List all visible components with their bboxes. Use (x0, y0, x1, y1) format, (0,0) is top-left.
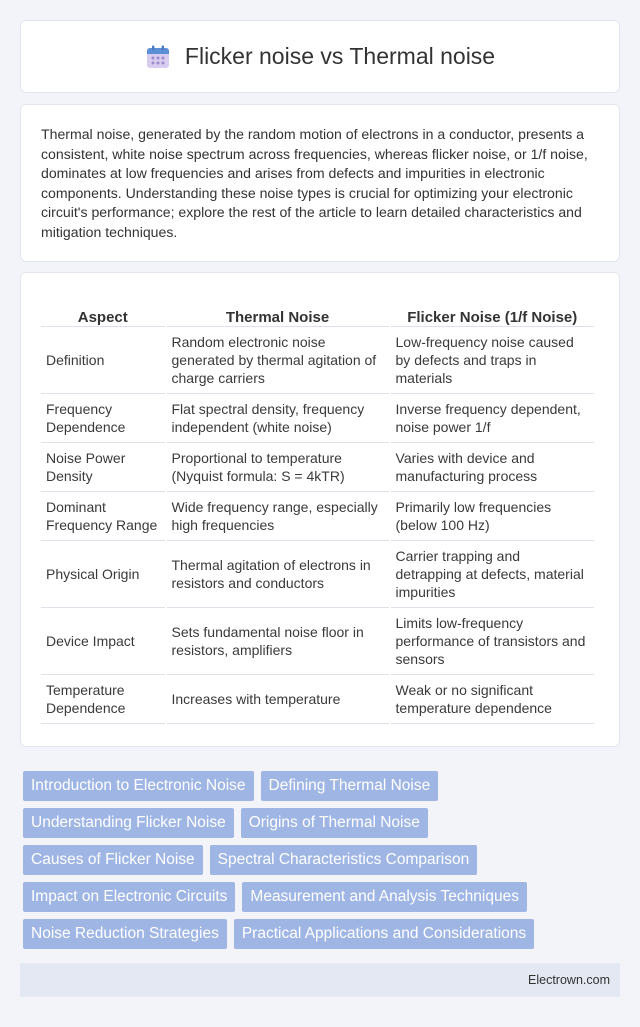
tag-link[interactable]: Introduction to Electronic Noise (23, 771, 254, 801)
tag-link[interactable]: Measurement and Analysis Techniques (242, 882, 527, 912)
table-cell: Weak or no significant temperature dependence (391, 675, 594, 724)
table-cell: Low-frequency noise caused by defects and traps in materials (391, 327, 594, 394)
tag-row (23, 882, 603, 912)
table-row (41, 327, 594, 394)
table-row (41, 443, 594, 492)
column-header: Thermal Noise (167, 301, 389, 327)
tag-link[interactable]: Understanding Flicker Noise (23, 808, 234, 838)
intro-card (20, 104, 620, 262)
table-cell: Flat spectral density, frequency independent (white noise) (167, 394, 389, 443)
table-cell: Temperature Dependence (41, 675, 165, 724)
header-card (20, 20, 620, 93)
table-cell: Wide frequency range, especially high frequencies (167, 492, 389, 541)
tag-row (23, 919, 603, 949)
table-row (41, 675, 594, 724)
comparison-table (39, 301, 596, 724)
column-header: Aspect (41, 301, 165, 327)
column-header: Flicker Noise (1/f Noise) (391, 301, 594, 327)
topic-tags (23, 771, 603, 956)
calendar-icon (145, 44, 171, 70)
tag-row (23, 771, 603, 801)
table-cell: Limits low-frequency performance of transistors and sensors (391, 608, 594, 675)
tag-link[interactable]: Origins of Thermal Noise (241, 808, 428, 838)
footer (20, 963, 620, 997)
tag-link[interactable]: Causes of Flicker Noise (23, 845, 203, 875)
tag-row (23, 845, 603, 875)
tag-link[interactable]: Spectral Characteristics Comparison (210, 845, 478, 875)
table-cell: Varies with device and manufacturing process (391, 443, 594, 492)
table-cell: Sets fundamental noise floor in resistors, amplifiers (167, 608, 389, 675)
comparison-card (20, 272, 620, 747)
table-cell: Random electronic noise generated by thermal agitation of charge carriers (167, 327, 389, 394)
table-cell: Increases with temperature (167, 675, 389, 724)
table-cell: Carrier trapping and detrapping at defects, material impurities (391, 541, 594, 608)
footer-source[interactable]: Electrown.com (528, 973, 610, 987)
table-cell: Dominant Frequency Range (41, 492, 165, 541)
table-row (41, 541, 594, 608)
intro-paragraph: Thermal noise, generated by the random motion of electrons in a conductor, presents a consistent, white noise spectrum across frequencies, whereas flicker noise, or 1/f noise, dominates at low frequencies and arises from defects and impurities in electronic components. Understanding these noise types is crucial for optimizing your electronic circuit's performance; explore the rest of the article to learn detailed characteristics and mitigation techniques. (41, 126, 588, 240)
tag-link[interactable]: Impact on Electronic Circuits (23, 882, 235, 912)
tag-link[interactable]: Practical Applications and Considerations (234, 919, 534, 949)
table-row (41, 492, 594, 541)
table-cell: Primarily low frequencies (below 100 Hz) (391, 492, 594, 541)
tag-row (23, 808, 603, 838)
table-cell: Inverse frequency dependent, noise power 1/f (391, 394, 594, 443)
table-cell: Definition (41, 327, 165, 394)
table-cell: Device Impact (41, 608, 165, 675)
table-header-row (41, 301, 594, 327)
table-cell: Physical Origin (41, 541, 165, 608)
page-title: Flicker noise vs Thermal noise (184, 43, 496, 69)
table-cell: Noise Power Density (41, 443, 165, 492)
table-row (41, 608, 594, 675)
tag-link[interactable]: Noise Reduction Strategies (23, 919, 227, 949)
table-row (41, 394, 594, 443)
table-cell: Proportional to temperature (Nyquist formula: S = 4kTR) (167, 443, 389, 492)
tag-link[interactable]: Defining Thermal Noise (261, 771, 439, 801)
table-cell: Frequency Dependence (41, 394, 165, 443)
table-cell: Thermal agitation of electrons in resistors and conductors (167, 541, 389, 608)
